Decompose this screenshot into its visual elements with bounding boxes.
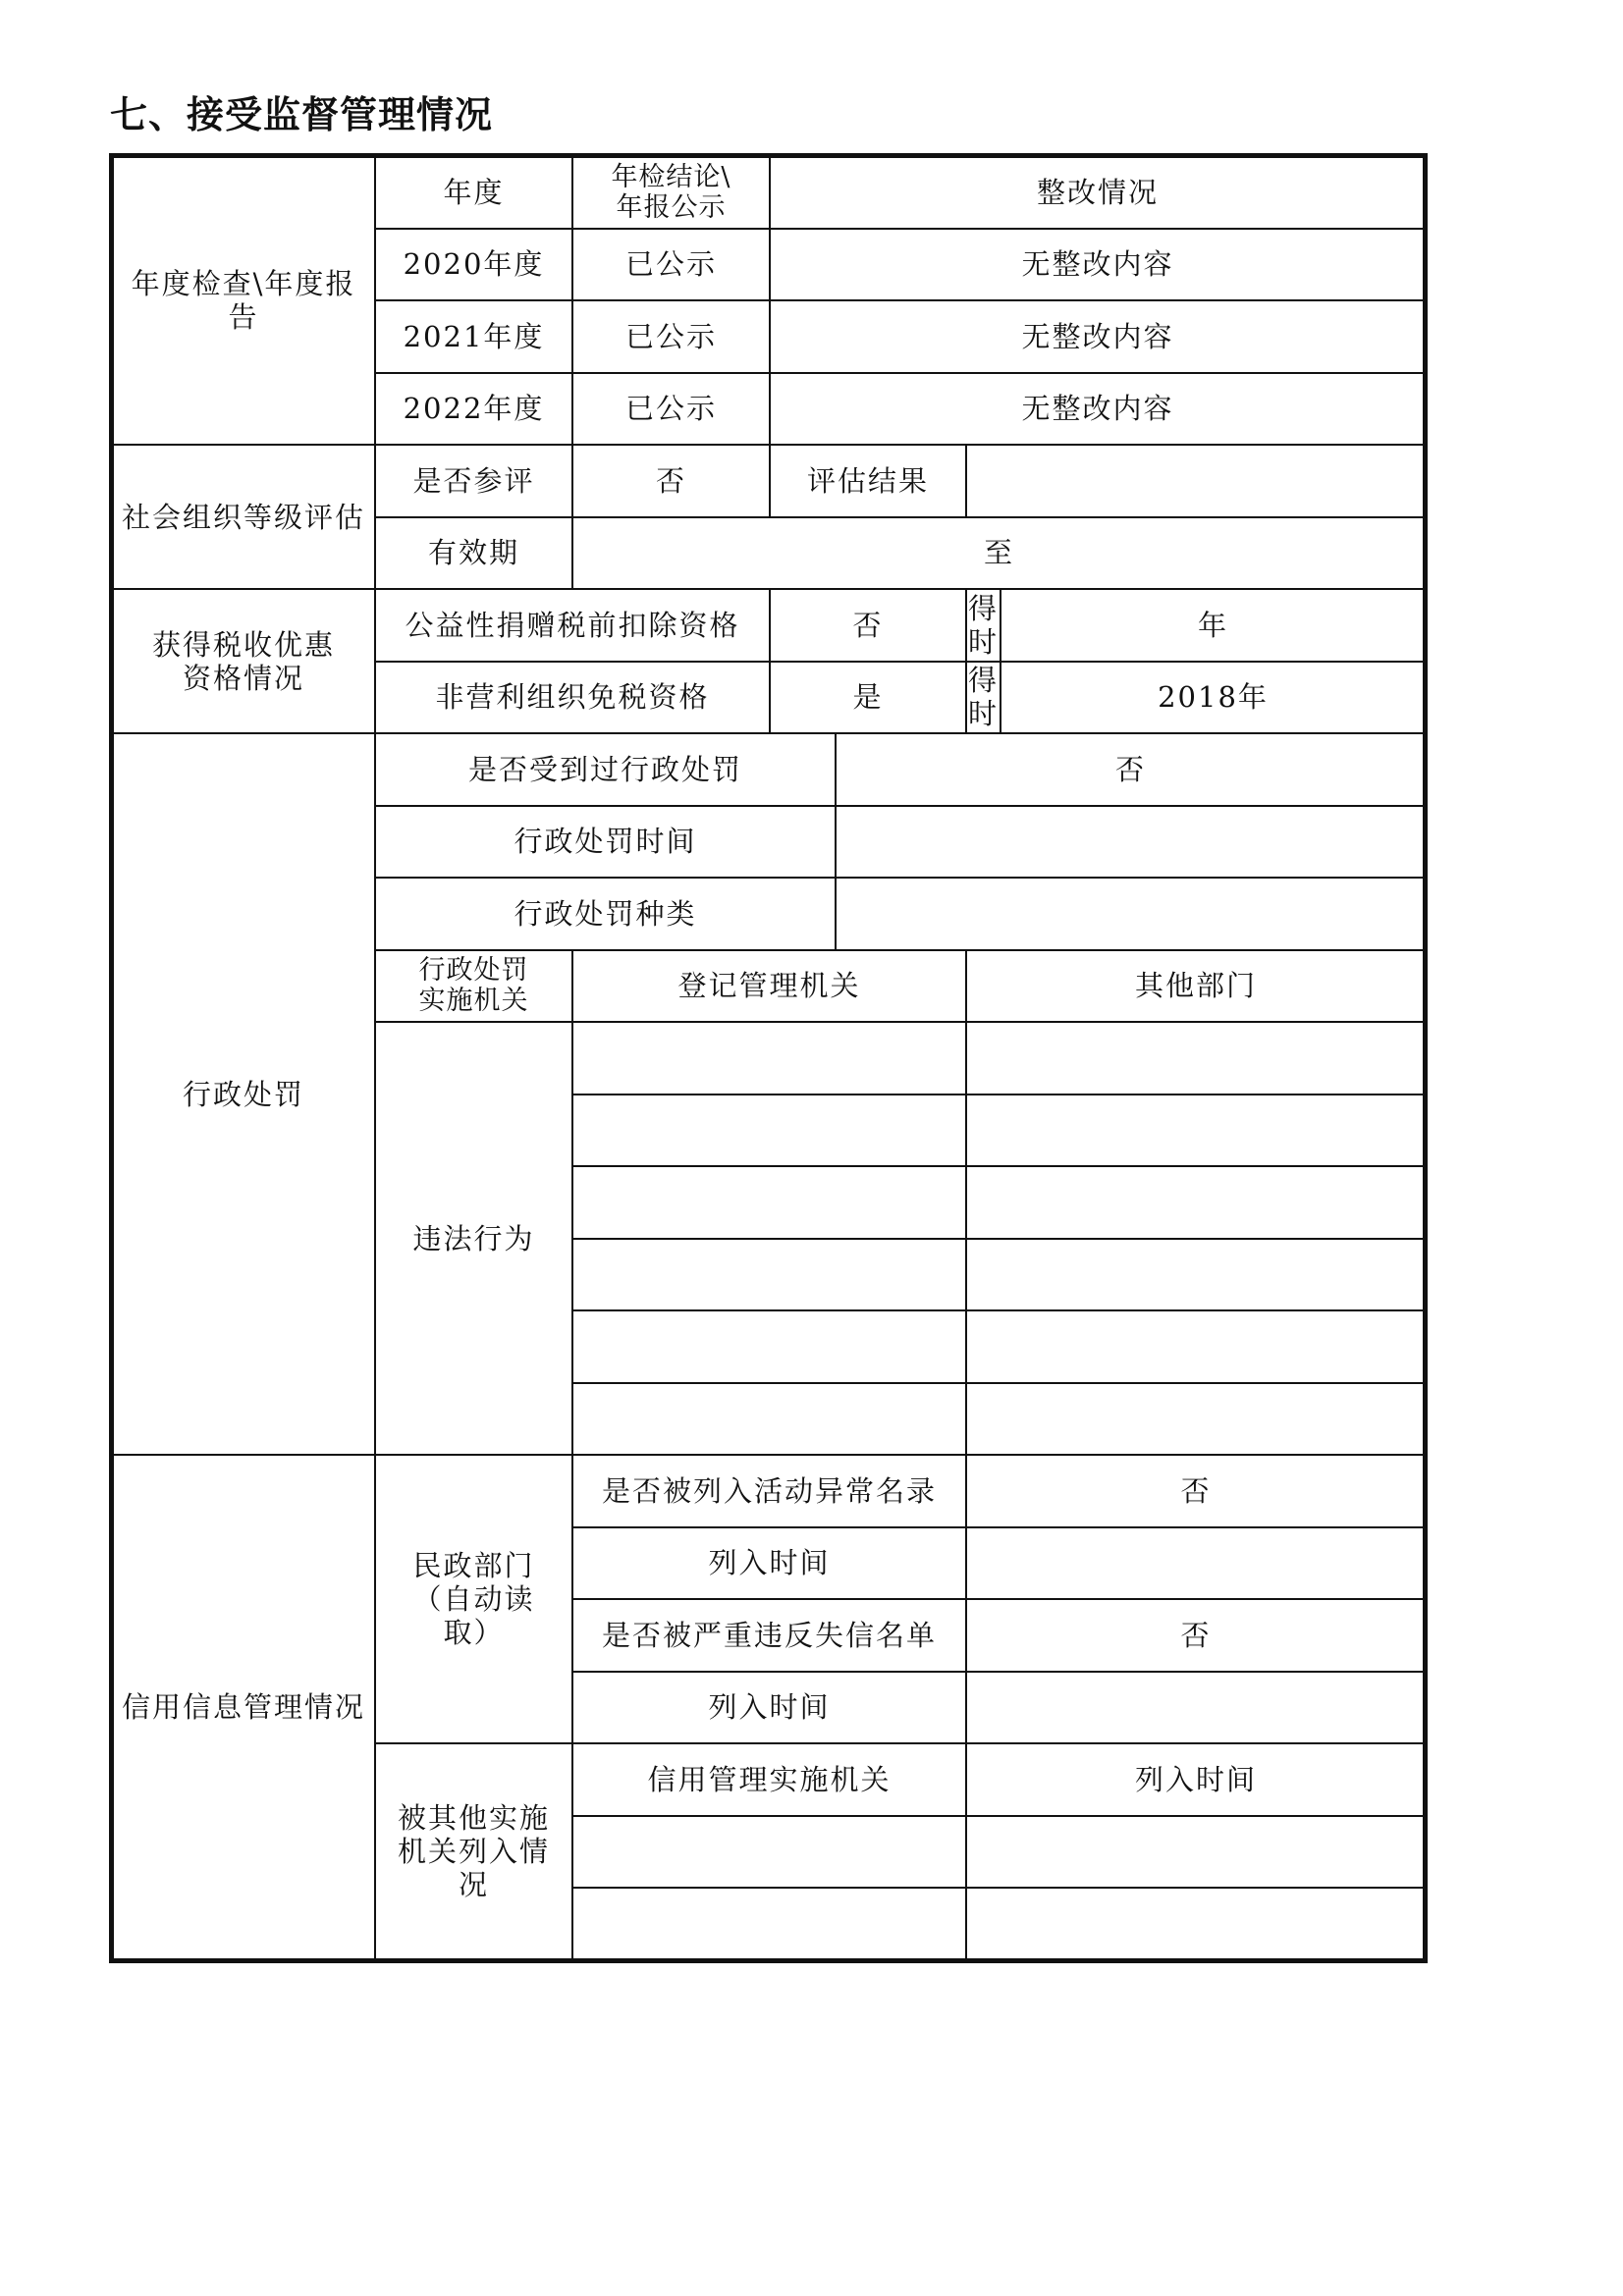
penalty-other-departments-header: 其他部门: [965, 949, 1427, 1024]
annual-rectification-cell: 无整改内容: [769, 299, 1427, 374]
violation-other-cell: [965, 1021, 1427, 1095]
rating-result-label: 评估结果: [769, 444, 967, 518]
tax-time-value: 2018年: [1000, 661, 1427, 735]
violation-other-cell: [965, 1094, 1427, 1168]
tax-qualification-value: 否: [769, 588, 967, 663]
rating-result-value: [965, 444, 1427, 518]
annual-conclusion-cell: 已公示: [571, 372, 771, 447]
penalty-type-label: 行政处罚种类: [374, 877, 837, 951]
violation-registration-cell: [571, 1021, 967, 1095]
credit-other-agencies-label: 被其他实施 机关列入情 况: [374, 1742, 573, 1961]
credit-abnormal-list-value: 否: [965, 1454, 1427, 1528]
annual-year-cell: 2020年度: [374, 228, 573, 302]
credit-blacklist-time-value: [965, 1671, 1427, 1745]
penalty-authority-label: 行政处罚 实施机关: [374, 949, 573, 1024]
violation-other-cell: [965, 1382, 1427, 1457]
credit-group-label: 信用信息管理情况: [111, 1454, 376, 1961]
annual-rectification-cell: 无整改内容: [769, 372, 1427, 447]
credit-time-cell: [965, 1887, 1427, 1961]
violation-registration-cell: [571, 1382, 967, 1457]
section-title: 七、接受监督管理情况: [110, 93, 494, 136]
tax-time-label: 得时: [965, 661, 1001, 735]
penalty-received-value: 否: [835, 732, 1427, 807]
rating-validity-label: 有效期: [374, 516, 573, 591]
tax-time-label: 得时: [965, 588, 1001, 663]
violation-other-cell: [965, 1238, 1427, 1312]
tax-qualification-label: 非营利组织免税资格: [374, 661, 771, 735]
annual-year-cell: 2021年度: [374, 299, 573, 374]
credit-time-cell: [965, 1815, 1427, 1890]
credit-blacklist-label: 是否被严重违反失信名单: [571, 1598, 967, 1673]
violation-registration-cell: [571, 1309, 967, 1384]
credit-col-agency: 信用管理实施机关: [571, 1742, 967, 1817]
violation-registration-cell: [571, 1165, 967, 1240]
tax-qualification-value: 是: [769, 661, 967, 735]
credit-agency-cell: [571, 1815, 967, 1890]
penalty-group-label: 行政处罚: [111, 732, 376, 1456]
tax-qualification-label: 公益性捐赠税前扣除资格: [374, 588, 771, 663]
violation-other-cell: [965, 1309, 1427, 1384]
credit-blacklist-time-label: 列入时间: [571, 1671, 967, 1745]
credit-abnormal-time-label: 列入时间: [571, 1526, 967, 1601]
annual-conclusion-cell: 已公示: [571, 228, 771, 302]
penalty-time-label: 行政处罚时间: [374, 805, 837, 880]
penalty-registration-authority-header: 登记管理机关: [571, 949, 967, 1024]
penalty-type-value: [835, 877, 1427, 951]
credit-civil-affairs-label: 民政部门 （自动读 取）: [374, 1454, 573, 1744]
rating-participated-value: 否: [571, 444, 771, 518]
violation-registration-cell: [571, 1238, 967, 1312]
annual-col-conclusion: 年检结论\ 年报公示: [571, 155, 771, 230]
penalty-violation-label: 违法行为: [374, 1021, 573, 1456]
penalty-received-label: 是否受到过行政处罚: [374, 732, 837, 807]
violation-registration-cell: [571, 1094, 967, 1168]
penalty-time-value: [835, 805, 1427, 880]
annual-col-rectification: 整改情况: [769, 155, 1427, 230]
rating-group-label: 社会组织等级评估: [111, 444, 376, 590]
annual-rectification-cell: 无整改内容: [769, 228, 1427, 302]
credit-abnormal-list-label: 是否被列入活动异常名录: [571, 1454, 967, 1528]
annual-col-year: 年度: [374, 155, 573, 230]
annual-conclusion-cell: 已公示: [571, 299, 771, 374]
tax-time-value: 年: [1000, 588, 1427, 663]
tax-group-label: 获得税收优惠 资格情况: [111, 588, 376, 734]
annual-group-label: 年度检查\年度报 告: [111, 155, 376, 446]
violation-other-cell: [965, 1165, 1427, 1240]
credit-blacklist-value: 否: [965, 1598, 1427, 1673]
rating-validity-value: 至: [571, 516, 1427, 591]
rating-participated-label: 是否参评: [374, 444, 573, 518]
credit-col-time: 列入时间: [965, 1742, 1427, 1817]
credit-agency-cell: [571, 1887, 967, 1961]
annual-year-cell: 2022年度: [374, 372, 573, 447]
credit-abnormal-time-value: [965, 1526, 1427, 1601]
